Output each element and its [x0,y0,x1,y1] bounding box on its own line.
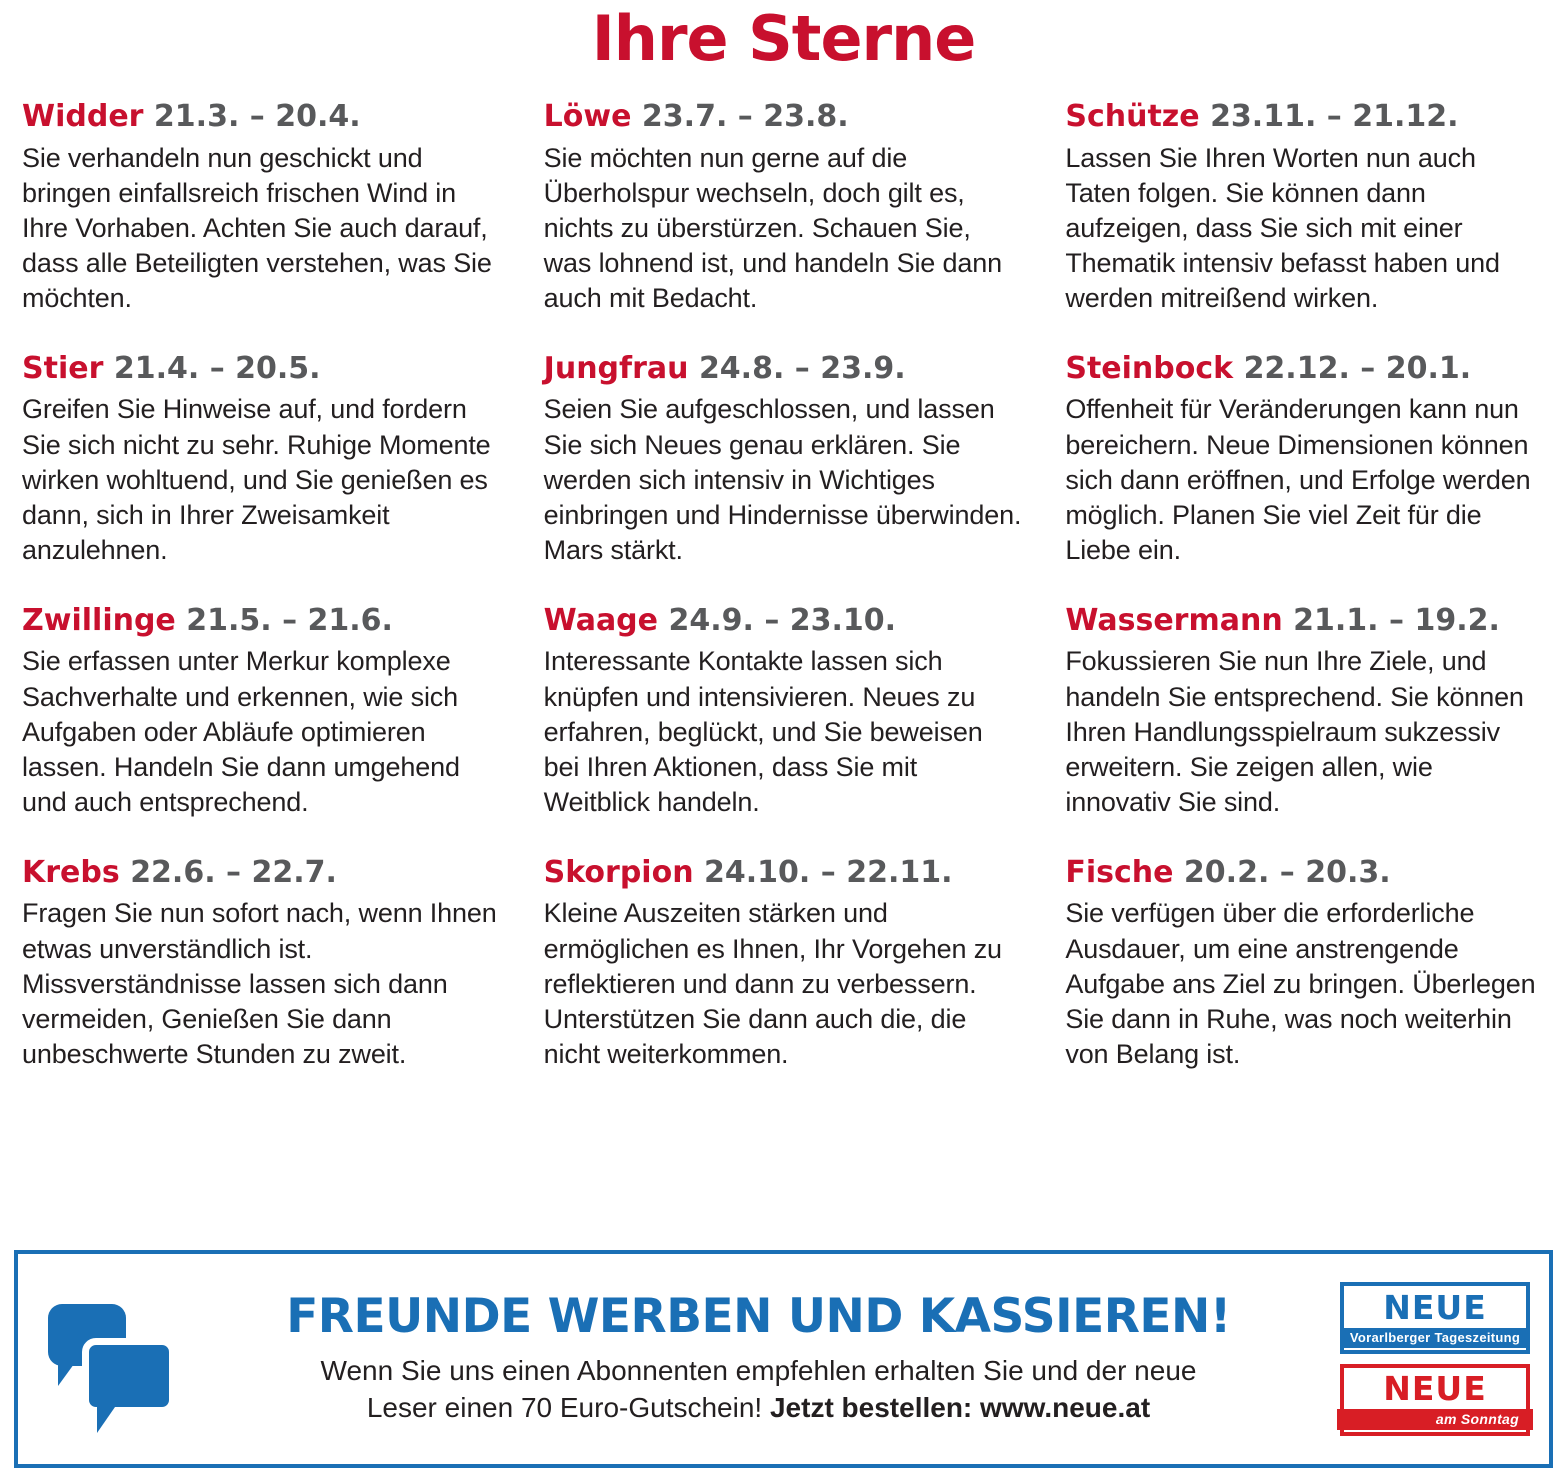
zodiac-name: Stier [22,350,104,386]
zodiac-name: Löwe [543,99,632,134]
zodiac-entry-wassermann [1065,604,1545,820]
zodiac-text: Sie möchten nun gerne auf die Überholspur wechseln, doch gilt es, nichts zu überstürzen. Schauen Sie, was lohnend ist, und handeln Sie dann auch mit Bedacht. [543,142,1002,313]
zodiac-entry-stier [22,352,502,568]
publisher-logos [1335,1282,1535,1436]
zodiac-dates: 23.11. – 21.12. [1210,99,1459,134]
zodiac-columns [22,100,1545,1072]
zodiac-dates: 20.2. – 20.3. [1183,854,1391,890]
zodiac-entry-skorpion [544,856,1024,1072]
zodiac-text: Interessante Kontakte lassen sich knüpfen und intensivieren. Neues zu erfahren, beglückt, und Sie beweisen bei Ihren Aktionen, dass Sie mit Weitblick handeln. [543,646,983,817]
page-title: Ihre Sterne [591,2,976,75]
logo-neue-vorarlberger-tageszeitung [1340,1282,1530,1354]
logo-word: NEUE [1383,1287,1487,1327]
zodiac-column-1 [22,100,502,1072]
zodiac-text: Greifen Sie Hinweise auf, und fordern Sie sich nicht zu sehr. Ruhige Momente wirken wohltuend, und Sie genießen es dann, sich in Ihrer Zweisamkeit anzulehnen. [22,394,491,565]
zodiac-name: Jungfrau [543,350,689,386]
zodiac-name: Wassermann [1065,602,1283,638]
zodiac-text: Offenheit für Veränderungen kann nun bereichern. Neue Dimensionen können sich dann eröffnen, und Erfolge werden möglich. Planen Sie viel Zeit für die Liebe ein. [1065,394,1531,565]
zodiac-name: Skorpion [543,854,694,890]
zodiac-name: Schütze [1065,99,1200,134]
zodiac-heading [22,352,502,387]
zodiac-name: Widder [22,99,144,134]
logo-strip: am Sonntag [1337,1409,1533,1430]
speech-bubbles-icon [32,1304,182,1414]
zodiac-dates: 21.1. – 19.2. [1293,602,1500,638]
zodiac-text: Sie verfügen über die erforderliche Ausdauer, um eine anstrengende Aufgabe ans Ziel zu bringen. Überlegen Sie dann in Ruhe, was noch weiterhin von Belang ist. [1065,898,1536,1069]
zodiac-name: Zwillinge [22,602,176,638]
zodiac-entry-steinbock [1065,352,1545,568]
logo-strip: Vorarlberger Tageszeitung [1344,1328,1526,1348]
zodiac-dates: 21.3. – 20.4. [153,99,361,134]
zodiac-heading [544,352,1024,387]
zodiac-name: Waage [543,602,659,638]
zodiac-dates: 24.10. – 22.11. [704,854,953,890]
zodiac-text: Fokussieren Sie nun Ihre Ziele, und handeln Sie entsprechend. Sie können Ihren Handlungsspielraum sukzessiv erweitern. Sie zeigen allen, wie innovativ Sie sind. [1065,646,1524,817]
promo-subline-1: Wenn Sie uns einen Abonnenten empfehlen erhalten Sie und der neue [320,1355,1197,1387]
promo-order-link[interactable]: Jetzt bestellen: www.neue.at [769,1391,1151,1423]
zodiac-text: Seien Sie aufgeschlossen, und lassen Sie sich Neues genau erklären. Sie werden sich intensiv in Wichtiges einbringen und Hindernisse überwinden. Mars stärkt. [543,394,1022,565]
zodiac-dates: 23.7. – 23.8. [641,99,849,134]
zodiac-text: Lassen Sie Ihren Worten nun auch Taten folgen. Sie können dann aufzeigen, dass Sie sich mit einer Thematik intensiv befasst haben und werden mitreißend wirken. [1065,142,1500,313]
zodiac-heading [544,100,1024,135]
promo-subline-2 [192,1390,1325,1426]
zodiac-heading [1065,856,1545,891]
promo-headline: FREUNDE WERBEN UND KASSIEREN! [286,1288,1231,1344]
zodiac-entry-widder [22,100,502,316]
zodiac-entry-jungfrau [544,352,1024,568]
zodiac-heading [544,604,1024,639]
zodiac-entry-loewe [544,100,1024,316]
zodiac-text: Sie verhandeln nun geschickt und bringen einfallsreich frischen Wind in Ihre Vorhaben. Achten Sie auch darauf, dass alle Beteiligten verstehen, was Sie möchten. [22,142,492,313]
logo-neue-am-sonntag [1340,1364,1530,1436]
zodiac-heading [1065,100,1545,135]
zodiac-dates: 22.12. – 20.1. [1243,350,1472,386]
logo-word: NEUE [1383,1369,1487,1408]
zodiac-dates: 22.6. – 22.7. [130,854,337,890]
zodiac-heading [1065,604,1545,639]
zodiac-entry-waage [544,604,1024,820]
zodiac-name: Krebs [22,854,120,890]
zodiac-column-2 [544,100,1024,1072]
zodiac-entry-fische [1065,856,1545,1072]
zodiac-heading [544,856,1024,891]
zodiac-text: Fragen Sie nun sofort nach, wenn Ihnen etwas unverständlich ist. Missverständnisse lassen sich dann vermeiden, Genießen Sie dann unbeschwerte Stunden zu zweit. [22,898,497,1069]
zodiac-dates: 21.4. – 20.5. [113,350,321,386]
zodiac-name: Fische [1065,854,1174,890]
promo-banner[interactable] [14,1250,1553,1468]
zodiac-heading [22,856,502,891]
zodiac-name: Steinbock [1065,350,1234,386]
zodiac-entry-krebs [22,856,502,1072]
zodiac-text: Kleine Auszeiten stärken und ermöglichen es Ihnen, Ihr Vorgehen zu reflektieren und dann zu verbessern. Unterstützen Sie dann auch die, die nicht weiterkommen. [543,898,1002,1069]
zodiac-entry-zwillinge [22,604,502,820]
zodiac-dates: 21.5. – 21.6. [186,602,393,638]
zodiac-heading [22,604,502,639]
zodiac-heading [22,100,502,135]
zodiac-dates: 24.8. – 23.9. [698,350,906,386]
zodiac-heading [1065,352,1545,387]
promo-subline-2-plain: Leser einen 70 Euro-Gutschein! [366,1391,770,1423]
zodiac-dates: 24.9. – 23.10. [668,602,897,638]
zodiac-column-3 [1065,100,1545,1072]
promo-text-block [182,1288,1335,1426]
zodiac-entry-schuetze [1065,100,1545,316]
zodiac-text: Sie erfassen unter Merkur komplexe Sachverhalte und erkennen, wie sich Aufgaben oder Abläufe optimieren lassen. Handeln Sie dann umgehend und auch entsprechend. [22,646,460,817]
